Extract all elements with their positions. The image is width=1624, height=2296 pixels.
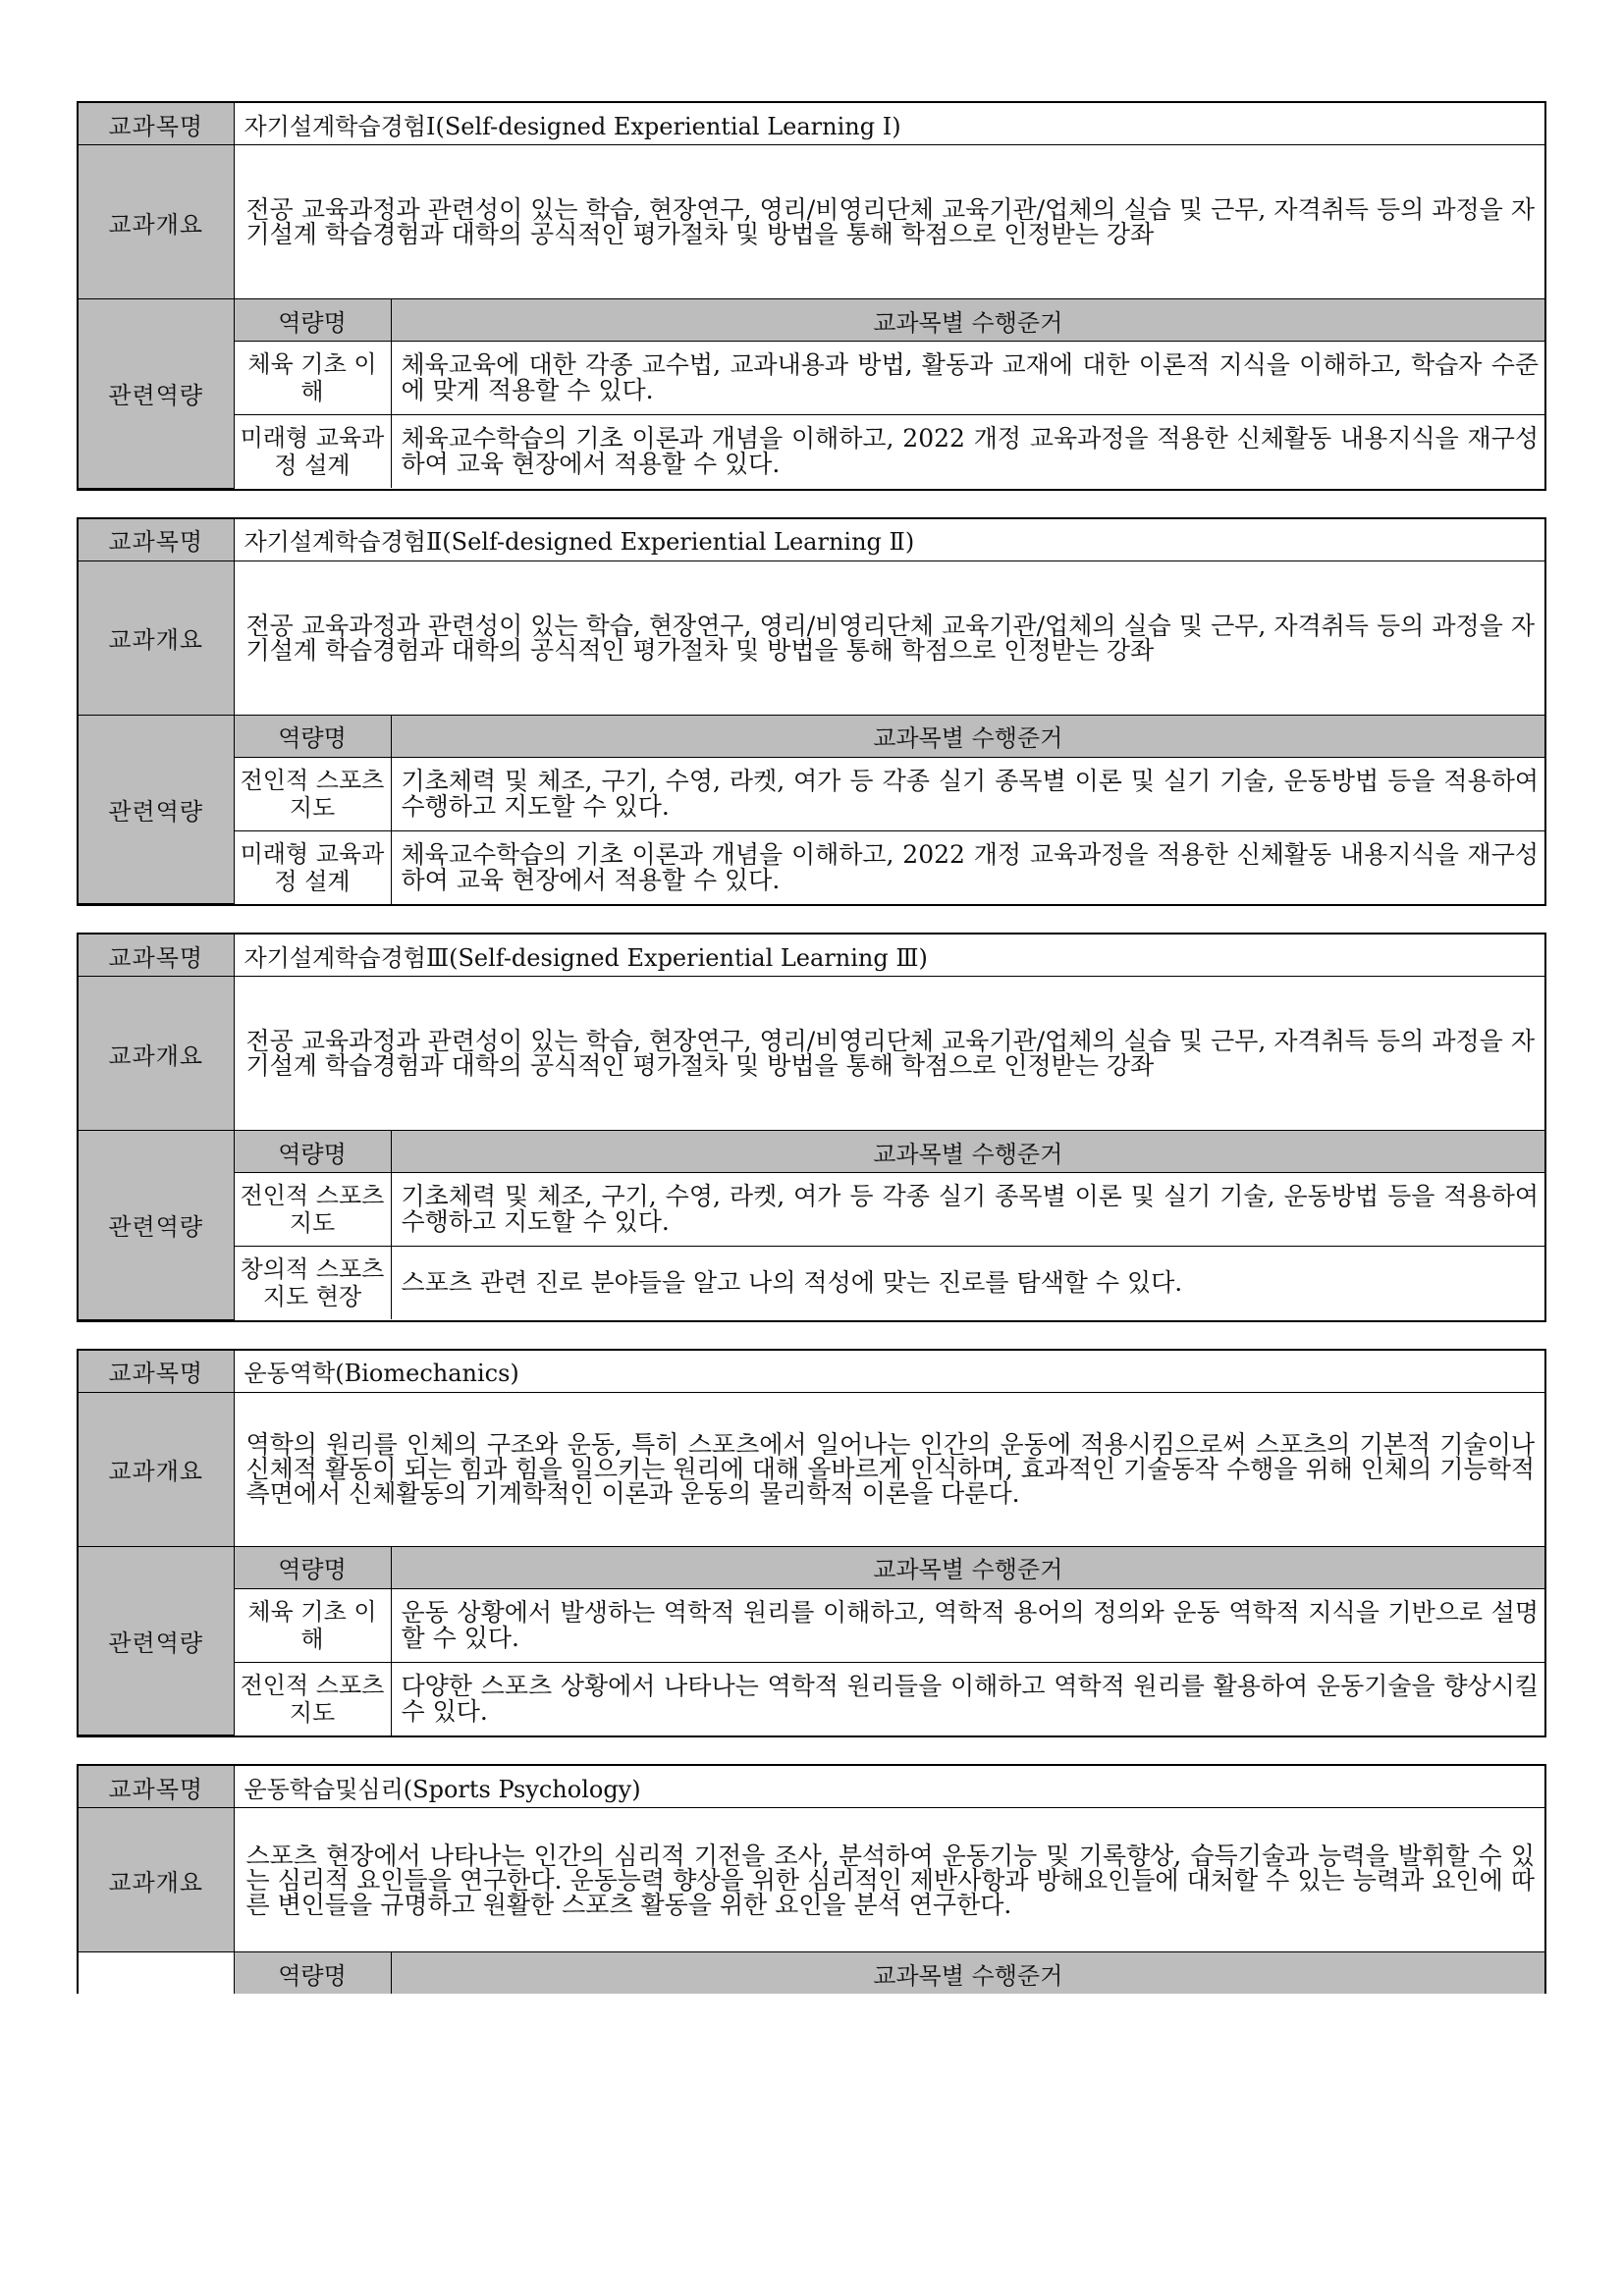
overview-label: 교과개요 (79, 977, 234, 1131)
course-overview: 전공 교육과정과 관련성이 있는 학습, 현장연구, 영리/비영리단체 교육기관/업체의 실습 및 근무, 자격취득 등의 과정을 자기설계 학습경험과 대학의 공식적인 평가절차 및 방법을 통해 학점으로 인정받는 강좌 (234, 561, 1544, 715)
course-name-label: 교과목명 (79, 1351, 234, 1393)
criteria-header: 교과목별 수행준거 (391, 1546, 1544, 1588)
competency-criteria: 체육교수학습의 기초 이론과 개념을 이해하고, 2022 개정 교육과정을 적용한 신체활동 내용지식을 재구성하여 교육 현장에서 적용할 수 있다. (391, 415, 1544, 489)
competency-criteria: 기초체력 및 체조, 구기, 수영, 라켓, 여가 등 각종 실기 종목별 이론 및 실기 기술, 운동방법 등을 적용하여 수행하고 지도할 수 있다. (391, 1173, 1544, 1247)
competency-name: 전인적 스포츠 지도 (234, 757, 391, 830)
competency-criteria: 스포츠 관련 진로 분야들을 알고 나의 적성에 맞는 진로를 탐색할 수 있다. (391, 1247, 1544, 1320)
course-table (77, 101, 1546, 491)
competency-name: 체육 기초 이해 (234, 1588, 391, 1662)
competency-criteria: 다양한 스포츠 상황에서 나타나는 역학적 원리들을 이해하고 역학적 원리를 활용하여 운동기술을 향상시킬 수 있다. (391, 1662, 1544, 1735)
criteria-header: 교과목별 수행준거 (391, 1131, 1544, 1173)
overview-label: 교과개요 (79, 561, 234, 715)
course-overview: 역학의 원리를 인체의 구조와 운동, 특히 스포츠에서 일어나는 인간의 운동에 적용시킴으로써 스포츠의 기본적 기술이나 신체적 활동이 되는 힘과 힘을 일으키는 원리에 대해 올바르게 인식하며, 효과적인 기술동작 수행을 위해 인체의 기능학적 측면에서 신체활동의 기계학적인 이론과 운동의 물리학적 이론을 다룬다. (234, 1392, 1544, 1546)
overview-label: 교과개요 (79, 145, 234, 299)
competency-name-header: 역량명 (234, 1546, 391, 1588)
course-table (77, 933, 1546, 1322)
course-name-label: 교과목명 (79, 934, 234, 977)
competency-name-header: 역량명 (234, 299, 391, 342)
competency-label: 관련역량 (79, 299, 234, 489)
competency-name: 전인적 스포츠 지도 (234, 1173, 391, 1247)
competency-criteria: 운동 상황에서 발생하는 역학적 원리를 이해하고, 역학적 용어의 정의와 운동 역학적 지식을 기반으로 설명할 수 있다. (391, 1588, 1544, 1662)
criteria-header: 교과목별 수행준거 (391, 299, 1544, 342)
course-table (77, 517, 1546, 907)
course-list (77, 101, 1546, 2020)
course-overview: 전공 교육과정과 관련성이 있는 학습, 현장연구, 영리/비영리단체 교육기관/업체의 실습 및 근무, 자격취득 등의 과정을 자기설계 학습경험과 대학의 공식적인 평가절차 및 방법을 통해 학점으로 인정받는 강좌 (234, 977, 1544, 1131)
competency-name: 미래형 교육과정 설계 (234, 415, 391, 489)
overview-label: 교과개요 (79, 1808, 234, 1952)
competency-criteria: 체육교수학습의 기초 이론과 개념을 이해하고, 2022 개정 교육과정을 적용한 신체활동 내용지식을 재구성하여 교육 현장에서 적용할 수 있다. (391, 830, 1544, 904)
competency-name: 창의적 스포츠지도 현장 (234, 1247, 391, 1320)
competency-name: 체육 기초 이해 (234, 342, 391, 415)
course-title: 운동역학(Biomechanics) (234, 1351, 1544, 1393)
course-table (77, 1764, 1546, 1994)
course-name-label: 교과목명 (79, 103, 234, 145)
course-name-label: 교과목명 (79, 519, 234, 561)
competency-label: 관련역량 (79, 1546, 234, 1735)
course-title: 자기설계학습경험Ⅲ(Self-designed Experiential Learning Ⅲ) (234, 934, 1544, 977)
competency-name-header: 역량명 (234, 715, 391, 757)
competency-name: 미래형 교육과정 설계 (234, 830, 391, 904)
course-title: 자기설계학습경험Ⅰ(Self-designed Experiential Learning Ⅰ) (234, 103, 1544, 145)
competency-name-header: 역량명 (234, 1952, 391, 1995)
competency-name-header: 역량명 (234, 1131, 391, 1173)
competency-label-continued (79, 1952, 234, 1995)
competency-criteria: 체육교육에 대한 각종 교수법, 교과내용과 방법, 활동과 교재에 대한 이론적 지식을 이해하고, 학습자 수준에 맞게 적용할 수 있다. (391, 342, 1544, 415)
competency-label: 관련역량 (79, 1131, 234, 1320)
criteria-header: 교과목별 수행준거 (391, 715, 1544, 757)
competency-name: 전인적 스포츠 지도 (234, 1662, 391, 1735)
course-title: 자기설계학습경험Ⅱ(Self-designed Experiential Learning Ⅱ) (234, 519, 1544, 561)
course-title: 운동학습및심리(Sports Psychology) (234, 1766, 1544, 1808)
course-table (77, 1349, 1546, 1738)
criteria-header: 교과목별 수행준거 (391, 1952, 1544, 1995)
course-overview: 스포츠 현장에서 나타나는 인간의 심리적 기전을 조사, 분석하여 운동기능 및 기록향상, 습득기술과 능력을 발휘할 수 있는 심리적 요인들을 연구한다. 운동능력 향상을 위한 심리적인 제반사항과 방해요인들에 대처할 수 있는 능력과 요인에 따른 변인들을 규명하고 원활한 스포츠 활동을 위한 요인을 분석 연구한다. (234, 1808, 1544, 1952)
competency-criteria: 기초체력 및 체조, 구기, 수영, 라켓, 여가 등 각종 실기 종목별 이론 및 실기 기술, 운동방법 등을 적용하여 수행하고 지도할 수 있다. (391, 757, 1544, 830)
competency-label: 관련역량 (79, 715, 234, 904)
course-overview: 전공 교육과정과 관련성이 있는 학습, 현장연구, 영리/비영리단체 교육기관/업체의 실습 및 근무, 자격취득 등의 과정을 자기설계 학습경험과 대학의 공식적인 평가절차 및 방법을 통해 학점으로 인정받는 강좌 (234, 145, 1544, 299)
overview-label: 교과개요 (79, 1392, 234, 1546)
course-name-label: 교과목명 (79, 1766, 234, 1808)
